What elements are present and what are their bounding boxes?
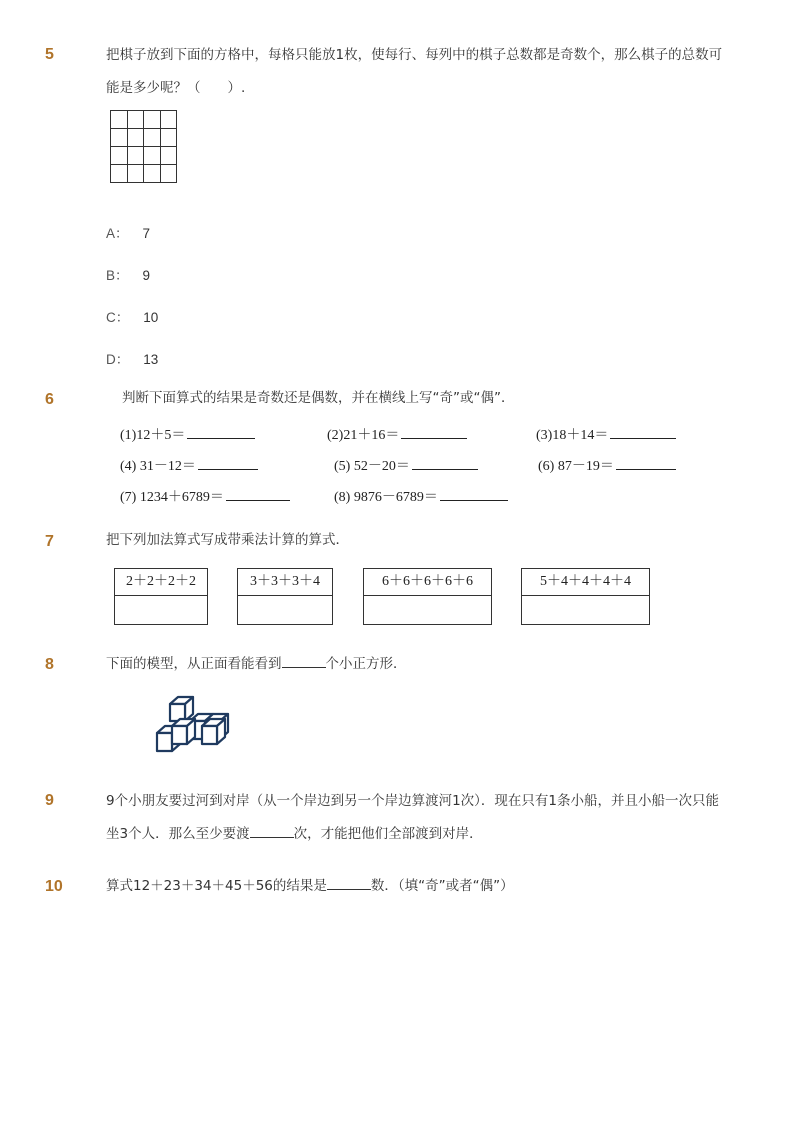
question-7-text: 把下列加法算式写成带乘法计算的算式． bbox=[106, 532, 349, 548]
answer-blank[interactable] bbox=[282, 655, 326, 668]
expr-2: (2)21＋16＝ bbox=[327, 424, 467, 444]
question-9-number: 9 bbox=[45, 792, 54, 809]
sum-expression: 6＋6＋6＋6＋6 bbox=[364, 569, 491, 596]
question-6-number: 6 bbox=[45, 391, 54, 408]
answer-cell[interactable] bbox=[238, 596, 332, 624]
sum-expression: 2＋2＋2＋2 bbox=[115, 569, 207, 596]
answer-blank[interactable] bbox=[198, 455, 258, 470]
sum-box-1 bbox=[114, 568, 208, 625]
expr-7: (7) 1234＋6789＝ bbox=[120, 486, 290, 506]
answer-blank[interactable] bbox=[187, 424, 255, 439]
sum-box-3 bbox=[363, 568, 492, 625]
answer-blank[interactable] bbox=[440, 486, 508, 501]
question-8-text: 下面的模型，从正面看能看到 个小正方形． bbox=[106, 656, 407, 672]
chess-grid bbox=[110, 110, 177, 183]
sum-box-2 bbox=[237, 568, 333, 625]
expr-5: (5) 52－20＝ bbox=[334, 455, 478, 475]
answer-blank[interactable] bbox=[401, 424, 467, 439]
question-10-text: 算式12＋23＋34＋45＋56的结果是 数．（填“奇”或者“偶”） bbox=[106, 878, 514, 894]
question-text: 把棋子放到下面的方格中，每格只能放1枚，使每行、每列中的棋子总数都是奇数个，那么棋子的总数可能是多少呢？（ ）. bbox=[106, 47, 723, 96]
expr-6: (6) 87－19＝ bbox=[538, 455, 676, 475]
answer-cell[interactable] bbox=[522, 596, 649, 624]
expr-8: (8) 9876－6789＝ bbox=[334, 486, 508, 506]
expr-1: (1)12＋5＝ bbox=[120, 424, 255, 444]
answer-blank[interactable] bbox=[412, 455, 478, 470]
sum-expression: 5＋4＋4＋4＋4 bbox=[522, 569, 649, 596]
answer-blank[interactable] bbox=[616, 455, 676, 470]
question-9-text: 9个小朋友要过河到对岸（从一个岸边到另一个岸边算渡河1次）．现在只有1条小船，并且小船一次只能坐3个人．那么至少要渡 次，才能把他们全部渡到对岸． bbox=[106, 793, 720, 842]
question-8-number: 8 bbox=[45, 656, 54, 673]
sum-expression: 3＋3＋3＋4 bbox=[238, 569, 332, 596]
answer-blank[interactable] bbox=[610, 424, 676, 439]
cube-model-icon bbox=[150, 692, 242, 762]
answer-cell[interactable] bbox=[115, 596, 207, 624]
answer-blank[interactable] bbox=[226, 486, 290, 501]
option-d[interactable]: D： 13 bbox=[106, 352, 159, 367]
question-7-number: 7 bbox=[45, 533, 54, 550]
expr-4: (4) 31－12＝ bbox=[120, 455, 258, 475]
question-10-number: 10 bbox=[45, 878, 63, 895]
option-c[interactable]: C： 10 bbox=[106, 310, 159, 325]
answer-blank[interactable] bbox=[327, 877, 371, 890]
answer-cell[interactable] bbox=[364, 596, 491, 624]
answer-blank[interactable] bbox=[250, 825, 294, 838]
question-number: 5 bbox=[45, 46, 54, 63]
option-b[interactable]: B： 9 bbox=[106, 268, 151, 283]
option-a[interactable]: A： 7 bbox=[106, 226, 151, 241]
sum-box-4 bbox=[521, 568, 650, 625]
question-6-text: 判断下面算式的结果是奇数还是偶数，并在横线上写“奇”或“偶”． bbox=[122, 390, 515, 406]
expr-3: (3)18＋14＝ bbox=[536, 424, 676, 444]
